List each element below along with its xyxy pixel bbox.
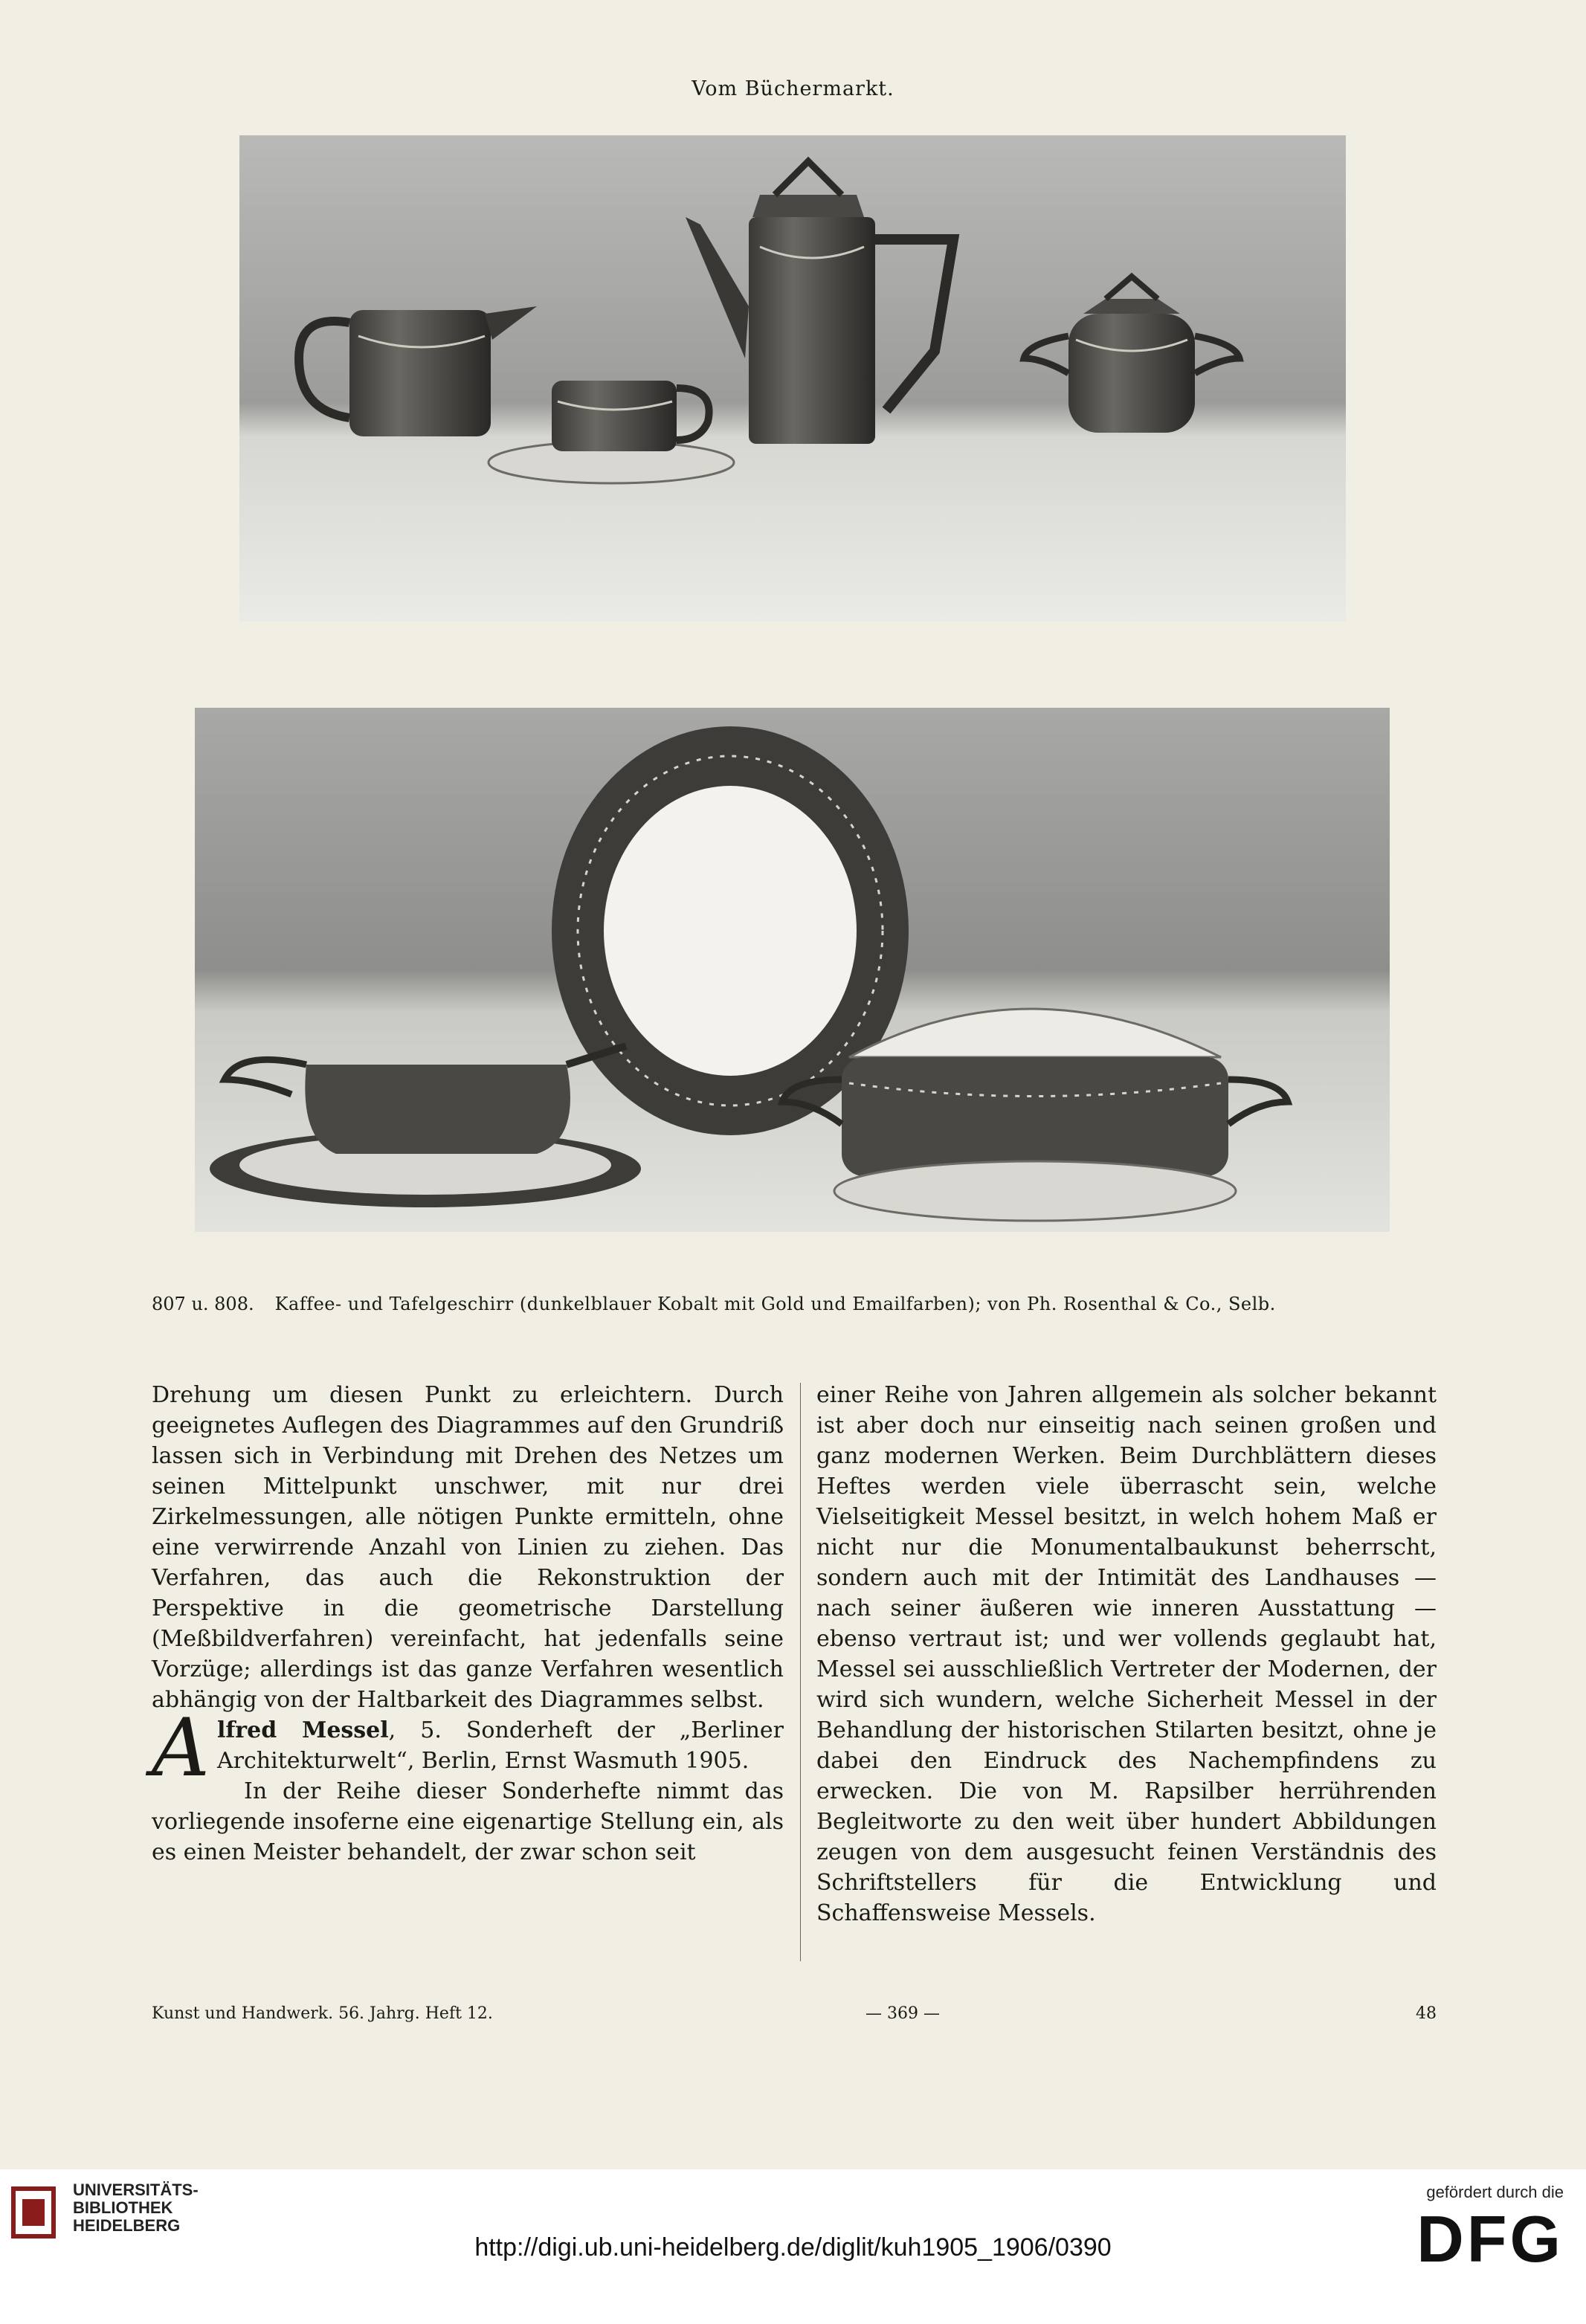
review-title: , 5. Sonderheft der „Berliner Architekturwelt“, Berlin, Ernst Wasmuth 1905. bbox=[217, 1717, 784, 1774]
review-author: lfred Messel bbox=[217, 1717, 389, 1743]
coffee-service-illustration bbox=[239, 135, 1346, 622]
digitization-bar bbox=[0, 2169, 1586, 2324]
photo-table-service bbox=[195, 708, 1390, 1232]
figure-numbers: 807 u. 808. bbox=[152, 1294, 254, 1314]
left-column bbox=[152, 1380, 784, 1868]
library-name-line-2: BIBLIOTHEK bbox=[73, 2198, 173, 2217]
journal-info: Kunst und Handwerk. 56. Jahrg. Heft 12. bbox=[152, 2004, 493, 2023]
library-name-line-1: UNIVERSITÄTS- bbox=[73, 2181, 199, 2199]
running-head: Vom Büchermarkt. bbox=[692, 77, 894, 100]
funding-label: gefördert durch die bbox=[1426, 2183, 1564, 2201]
page-number: — 369 — bbox=[865, 2004, 940, 2023]
photo-coffee-service bbox=[239, 135, 1346, 622]
left-paragraph-1: Drehung um diesen Punkt zu erleichtern. Durch geeignetes Auflegen des Diagrammes auf den Grundriß lassen sich in Verbindung mit Drehen des Netzes um seinen Mittelpunkt unschwer, mit nur drei Zirkelmessungen, alle nötigen Punkte ermitteln, ohne eine verwirrende Anzahl von Linien zu ziehen. Das Verfahren, das auch die Rekonstruktion der Perspektive in die geometrische Darstellung (Meßbildverfahren) vereinfacht, hat jedenfalls seine Vorzüge; allerdings ist das ganze Verfahren wesentlich abhängig von der Haltbarkeit des Diagrammes selbst. bbox=[152, 1382, 784, 1713]
library-name-line-3: HEIDELBERG bbox=[73, 2216, 181, 2235]
review-dropcap: A bbox=[152, 1702, 210, 1795]
funder-block bbox=[1416, 2183, 1564, 2276]
review-heading bbox=[152, 1702, 784, 1795]
dfg-logo[interactable]: DFG bbox=[1416, 2202, 1564, 2276]
column-divider bbox=[800, 1383, 801, 1961]
signature-mark: 48 bbox=[1416, 2004, 1437, 2023]
library-name bbox=[73, 2181, 199, 2235]
caption-text: Kaffee- und Tafelgeschirr (dunkelblauer Kobalt mit Gold und Emailfarben); von Ph. Rosenthal & Co., Selb. bbox=[274, 1294, 1276, 1314]
table-service-illustration bbox=[195, 708, 1390, 1232]
left-paragraph-2: In der Reihe dieser Sonderhefte nimmt das vorliegende insoferne eine eigenartige Stellung ein, als es einen Meister behandelt, der zwar schon seit bbox=[152, 1778, 784, 1865]
right-paragraph: einer Reihe von Jahren allgemein als solcher bekannt ist aber doch nur einseitig nach seinen großen und ganz modernen Werken. Beim Durchblättern dieses Heftes werden viele überrascht sein, welche Vielseitigkeit Messel besitzt, in welch hohem Maß er nicht nur die Monumentalbaukunst beherrscht, sondern auch mit der Intimität des Landhauses — nach seiner äußeren wie inneren Ausstattung — ebenso vertraut ist; und wer vollends geglaubt hat, Messel sei ausschließlich Vertreter der Modernen, der wird sich wundern, welche Sicherheit Messel in der Behandlung der historischen Stilarten besitzt, ohne je dabei den Eindruck des Nachempfindens zu erwecken. Die von M. Rapsilber herrührenden Begleitworte zu den weit über hundert Abbildungen zeugen von dem ausgesucht feinen Verständnis des Schriftstellers für die Entwicklung und Schaffensweise Messels. bbox=[816, 1382, 1437, 1926]
figure-caption bbox=[152, 1294, 1437, 1314]
right-column bbox=[816, 1380, 1437, 1928]
permalink[interactable]: http://digi.ub.uni-heidelberg.de/diglit/kuh1905_1906/0390 bbox=[474, 2233, 1112, 2262]
